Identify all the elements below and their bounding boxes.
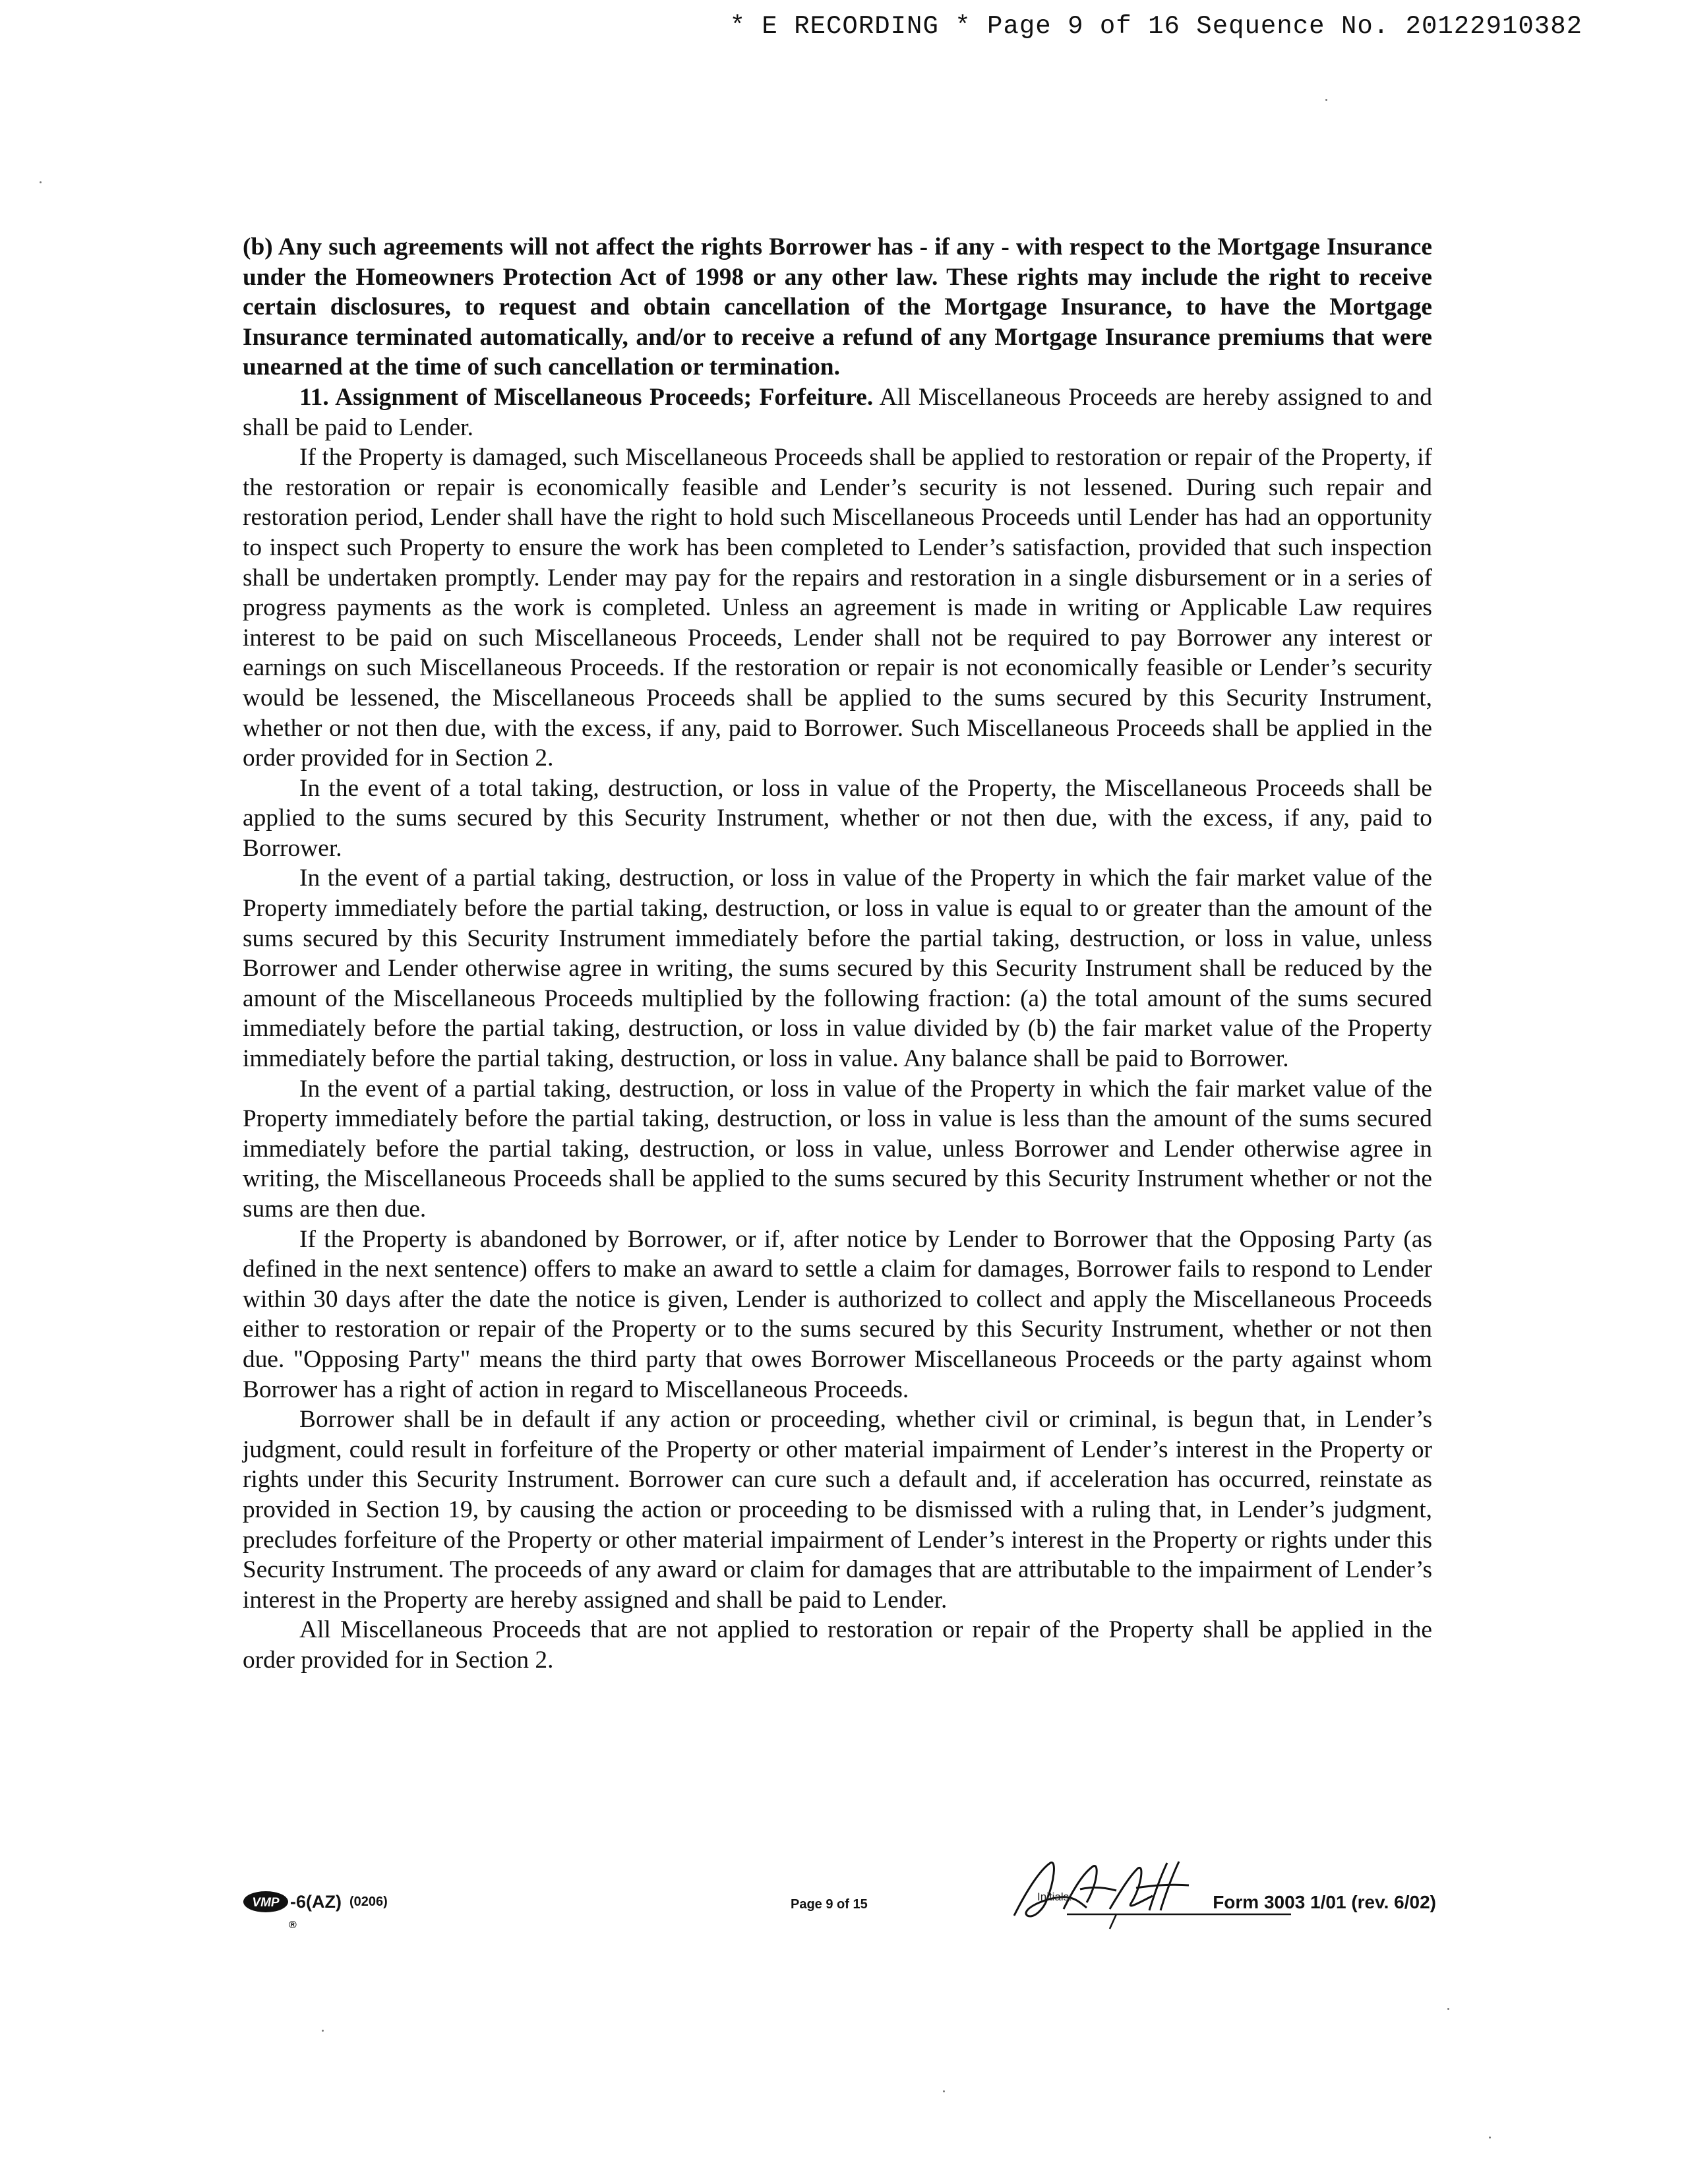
paragraph-partial-taking-greater: In the event of a partial taking, destruction, or loss in value of the Property in which the fair market value of the Property immediately before the partial taking, destruction, or loss in value is equal to or greater than the amount of the sums secured by this Security Instrument immediately before the partial taking, destruction, or loss in value, unless Borrower and Lender otherwise agree in writing, the sums secured by this Security Instrument shall be reduced by the amount of the Miscellaneous Proceeds multiplied by the following fraction: (a) the total amount of the sums secured immediately before the partial taking, destruction, or loss in value divided by (b) the fair market value of the Property immediately before the partial taking, destruction, or loss in value. Any balance shall be paid to Borrower. (243, 864, 1432, 1073)
paragraph-borrower-default: Borrower shall be in default if any action or proceeding, whether civil or criminal, is begun that, in Lender’s judgment, could result in forfeiture of the Property or other material impairment of Lender’s interest in the Property or rights under this Security Instrument. Borrower can cure such a default and, if acceleration has occurred, reinstate as provided in Section 19, by causing the action or proceeding to be dismissed with a ruling that, in Lender’s judgment, precludes forfeiture of the Property or other material impairment of Lender’s interest in the Property or rights under this Security Instrument. The proceeds of any award or claim for damages that are attributable to the impairment of Lender’s interest in the Property are hereby assigned and shall be paid to Lender. (243, 1406, 1432, 1614)
page-footer (243, 1876, 1456, 1949)
paragraph-total-taking: In the event of a total taking, destruction, or loss in value of the Property, the Miscellaneous Proceeds shall be applied to the sums secured by this Security Instrument, whether or not then due, with the excess, if any, paid to Borrower. (243, 774, 1432, 862)
paragraph-partial-taking-less: In the event of a partial taking, destruction, or loss in value of the Property in which the fair market value of the Property immediately before the partial taking, destruction, or loss in value is less than the amount of the sums secured immediately before the partial taking, destruction, or loss in value, unless Borrower and Lender otherwise agree in writing, the Miscellaneous Proceeds shall be applied to the sums secured by this Security Instrument whether or not the sums are then due. (243, 1075, 1432, 1223)
scan-speck (1447, 2008, 1449, 2010)
initials-label: Initials: (1037, 1891, 1072, 1903)
paragraph-property-abandoned: If the Property is abandoned by Borrower, or if, after notice by Lender to Borrower that the Opposing Party (as defined in the next sentence) offers to make an award to settle a claim for damages, Borrower fails to respond to Lender within 30 days after the date the notice is given, Lender is authorized to collect and apply the Miscellaneous Proceeds either to restoration or repair of the Property or to the sums secured by this Security Instrument, whether or not then due. "Opposing Party" means the third party that owes Borrower Miscellaneous Proceeds or the party against whom Borrower has a right of action in regard to Miscellaneous Proceeds. (243, 1225, 1432, 1403)
vmp-logo-text: VMP (252, 1896, 280, 1910)
page-number: Page 9 of 15 (791, 1897, 868, 1912)
section-11-heading: 11. Assignment of Miscellaneous Proceeds; Forfeiture. (299, 383, 874, 411)
scan-speck (1489, 2137, 1491, 2138)
paragraph-mortgage-insurance-rights: (b) Any such agreements will not affect the rights Borrower has - if any - with respect to the Mortgage Insurance under the Homeowners Protection Act of 1998 or any other law. These rights may include the right to receive certain disclosures, to request and obtain cancellation of the Mortgage Insurance, to have the Mortgage Insurance terminated automatically, and/or to receive a refund of any Mortgage Insurance premiums that were unearned at the time of such cancellation or termination. (243, 233, 1432, 381)
recording-header: * E RECORDING * Page 9 of 16 Sequence No. 20122910382 (729, 12, 1582, 41)
section-11-paragraph (243, 382, 1432, 442)
paragraph-all-misc-proceeds: All Miscellaneous Proceeds that are not applied to restoration or repair of the Property shall be applied in the order provided for in Section 2. (243, 1616, 1432, 1674)
form-code-date: (0206) (349, 1894, 388, 1909)
form-code-text: -6(AZ) (290, 1891, 342, 1912)
document-body (243, 232, 1432, 1676)
vmp-logo-icon (243, 1891, 289, 1913)
registered-mark: ® (289, 1920, 297, 1931)
scan-speck (943, 2090, 945, 2092)
form-number: Form 3003 1/01 (rev. 6/02) (1213, 1892, 1436, 1912)
scan-speck (1325, 99, 1327, 101)
scan-speck (322, 2030, 324, 2032)
initials-signature-icon (988, 1836, 1291, 1942)
form-code (243, 1891, 388, 1913)
section-11-intro: All Miscellaneous Proceeds are hereby assigned to and shall be paid to Lender. (243, 383, 1432, 441)
paragraph-property-damaged: If the Property is damaged, such Miscellaneous Proceeds shall be applied to restoration or repair of the Property, if the restoration or repair is economically feasible and Lender’s security is not lessened. During such repair and restoration period, Lender shall have the right to hold such Miscellaneous Proceeds until Lender has had an opportunity to inspect such Property to ensure the work has been completed to Lender’s satisfaction, provided that such inspection shall be undertaken promptly. Lender may pay for the repairs and restoration in a single disbursement or in a series of progress payments as the work is completed. Unless an agreement is made in writing or Applicable Law requires interest to be paid on such Miscellaneous Proceeds, Lender shall not be required to pay Borrower any interest or earnings on such Miscellaneous Proceeds. If the restoration or repair is not economically feasible or Lender’s security would be lessened, the Miscellaneous Proceeds shall be applied to the sums secured by this Security Instrument, whether or not then due, with the excess, if any, paid to Borrower. Such Miscellaneous Proceeds shall be applied in the order provided for in Section 2. (243, 444, 1432, 772)
scan-speck (40, 181, 42, 183)
